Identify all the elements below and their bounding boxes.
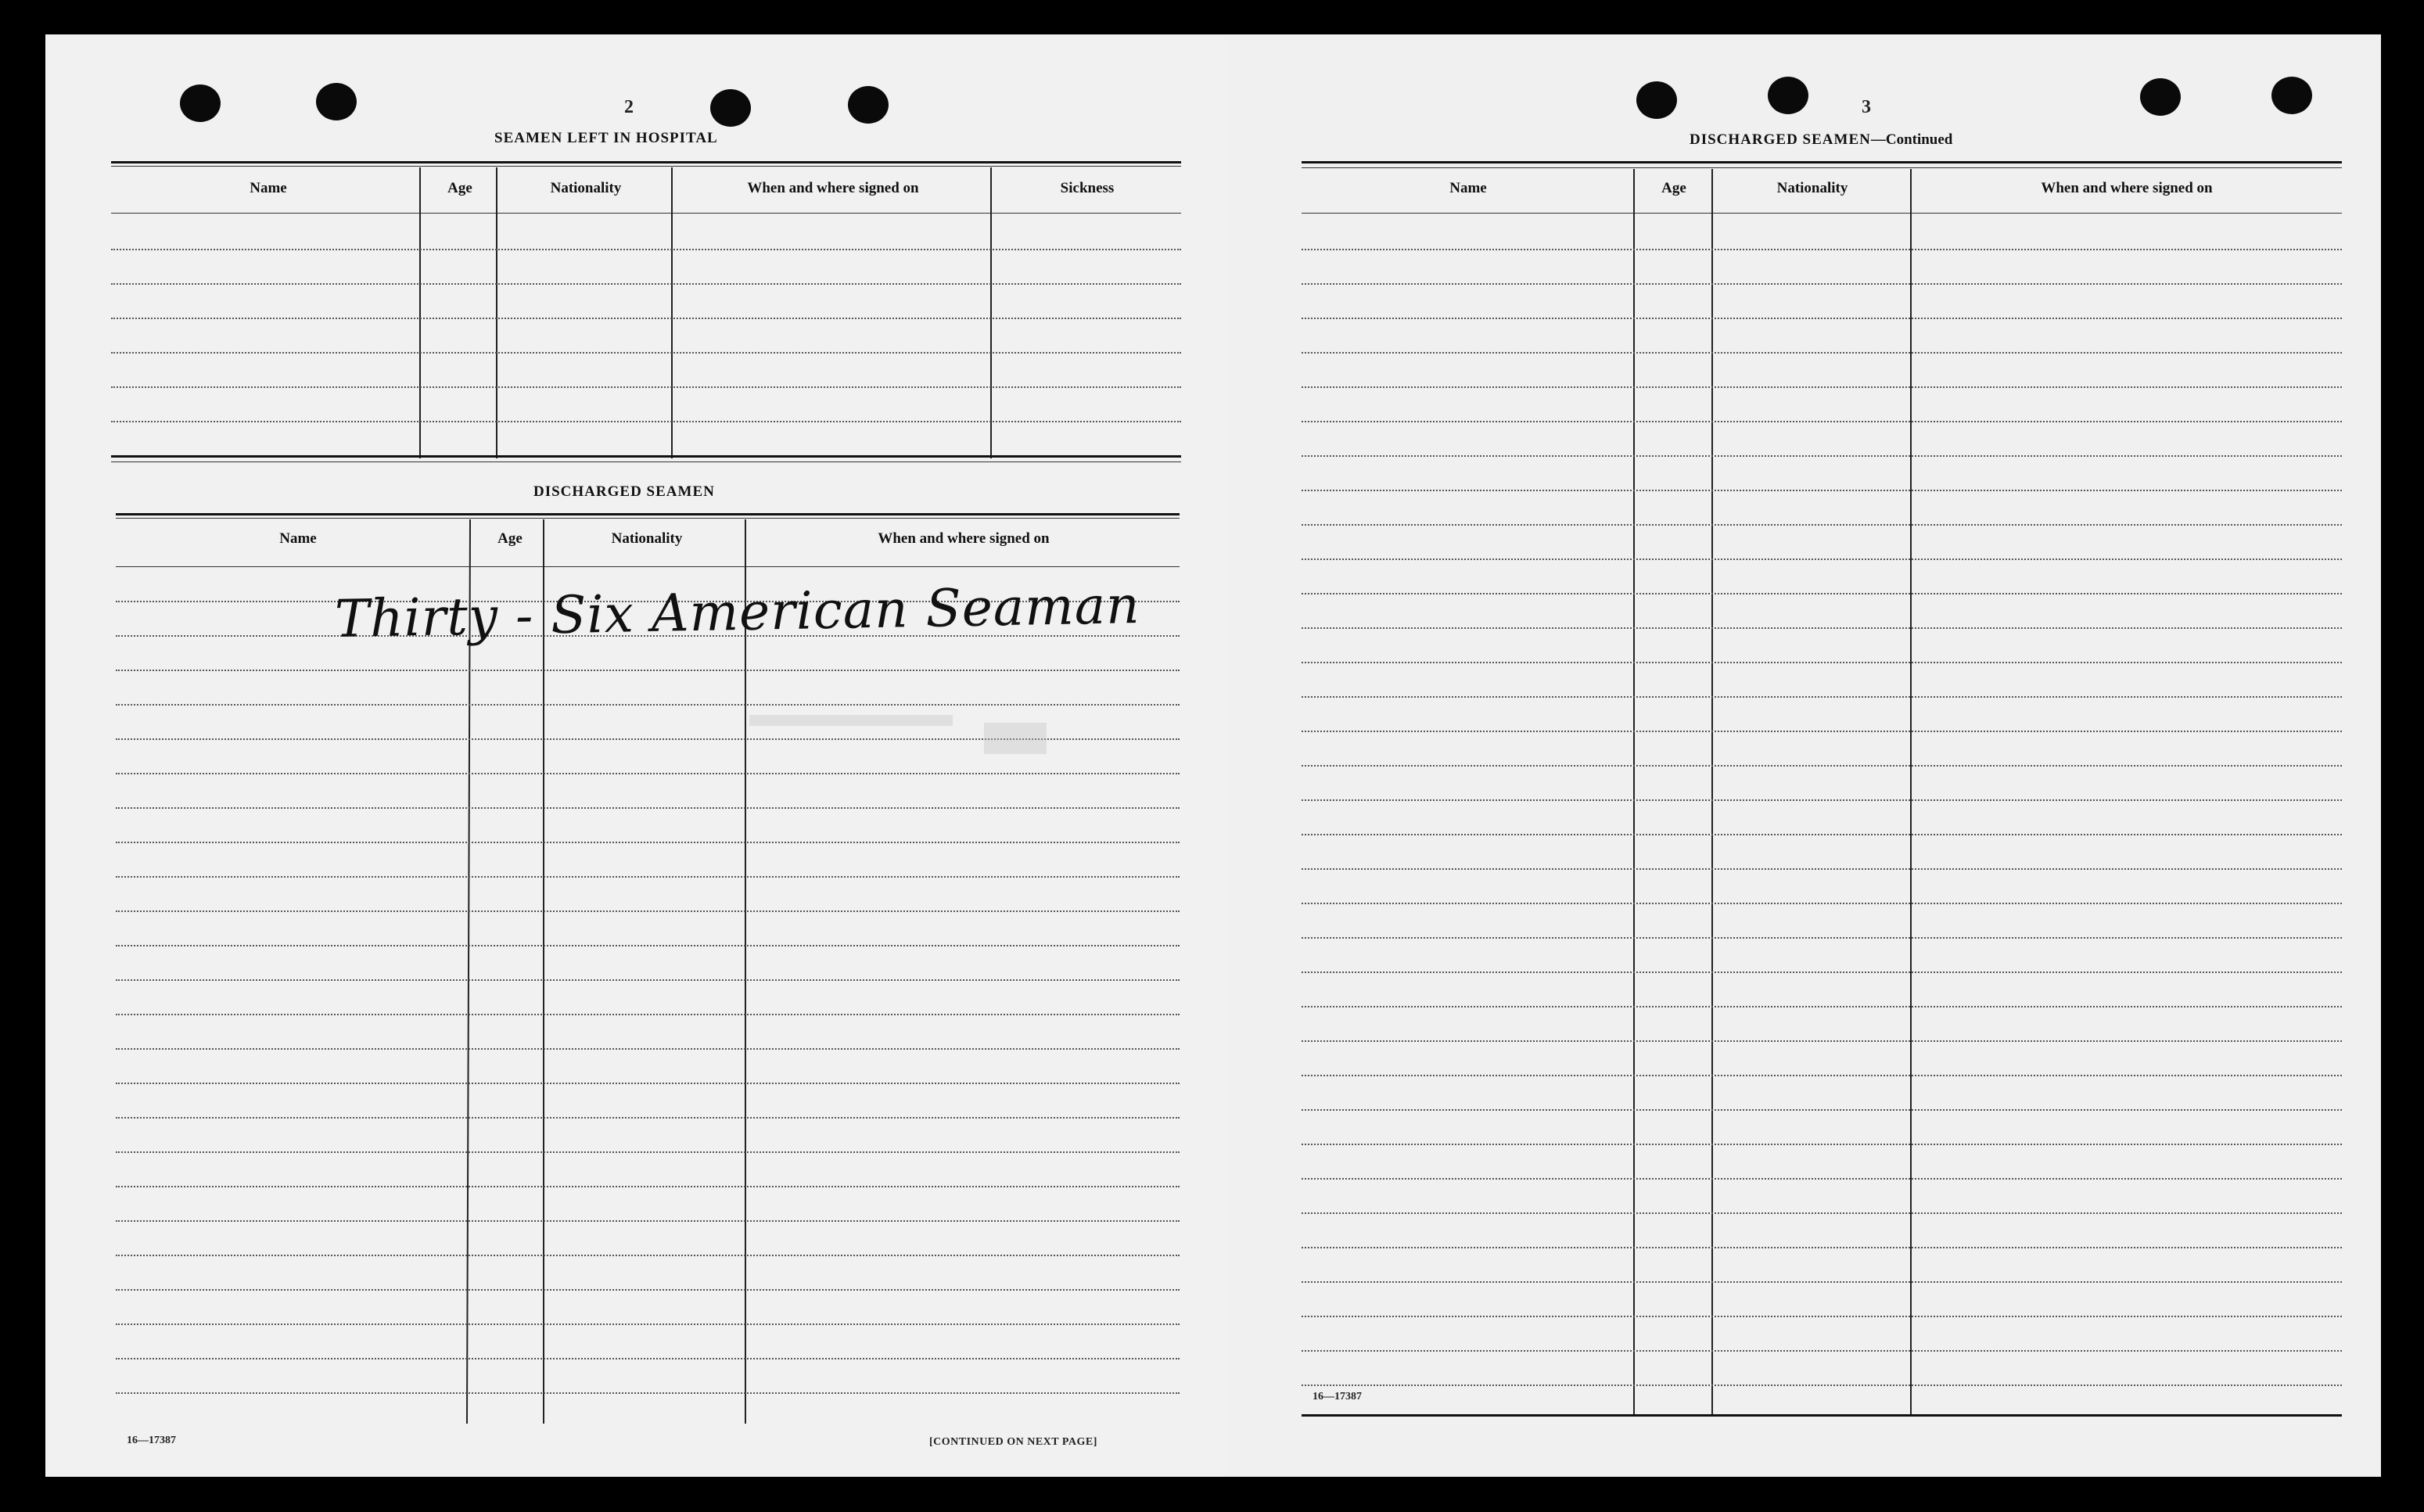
discharged-continued-title xyxy=(1690,131,1952,149)
punch-hole xyxy=(180,84,221,122)
row-line xyxy=(1302,1247,2342,1248)
row-line xyxy=(1302,868,2342,870)
row-line xyxy=(116,1392,1180,1394)
continued-top-rule-thin xyxy=(1302,167,2342,168)
row-line xyxy=(116,1289,1180,1291)
row-line xyxy=(116,1117,1180,1119)
punch-hole xyxy=(316,83,357,120)
row-line xyxy=(1302,834,2342,835)
left-page xyxy=(45,34,1226,1477)
hospital-col-sickness: Sickness xyxy=(1060,180,1115,196)
punch-hole xyxy=(2140,78,2181,116)
document-sheet xyxy=(45,34,2381,1477)
hospital-row-line xyxy=(111,283,1181,285)
discharged-col-age: Age xyxy=(497,530,523,547)
row-line xyxy=(1302,627,2342,629)
row-line xyxy=(116,1014,1180,1015)
hospital-section-title: SEAMEN LEFT IN HOSPITAL xyxy=(494,130,718,146)
continued-divider xyxy=(1711,169,1713,1414)
hospital-divider xyxy=(990,167,992,458)
row-line xyxy=(116,807,1180,809)
hospital-header-rule xyxy=(111,213,1181,214)
row-line xyxy=(116,945,1180,946)
row-line xyxy=(116,1255,1180,1256)
row-line xyxy=(1302,283,2342,285)
row-line xyxy=(116,1083,1180,1084)
row-line xyxy=(1302,765,2342,767)
row-line xyxy=(1302,490,2342,491)
row-line xyxy=(1302,903,2342,904)
continued-bottom-rule xyxy=(1302,1414,2342,1417)
row-line xyxy=(1302,318,2342,319)
hospital-row-line xyxy=(111,249,1181,250)
row-line xyxy=(116,979,1180,981)
row-line xyxy=(1302,1281,2342,1283)
punch-hole xyxy=(710,89,751,127)
row-line xyxy=(116,1151,1180,1153)
discharged-top-rule-thin xyxy=(116,518,1180,519)
row-line xyxy=(1302,421,2342,422)
row-line xyxy=(1302,662,2342,663)
discharged-divider xyxy=(543,519,544,1424)
bleed-through-mark xyxy=(984,723,1047,754)
hospital-row-line xyxy=(111,352,1181,354)
hospital-divider xyxy=(496,167,497,458)
row-line xyxy=(116,1358,1180,1359)
row-line xyxy=(116,1220,1180,1222)
discharged-divider xyxy=(745,519,746,1424)
row-line xyxy=(116,876,1180,878)
row-line xyxy=(1302,1109,2342,1111)
hospital-col-age: Age xyxy=(447,180,472,196)
row-line xyxy=(1302,1075,2342,1076)
handwritten-entry: Thirty - Six American Seaman xyxy=(334,575,1141,649)
continued-note: [CONTINUED ON NEXT PAGE] xyxy=(929,1436,1097,1448)
row-line xyxy=(116,1048,1180,1050)
discharged-top-rule xyxy=(116,513,1180,515)
row-line xyxy=(1302,937,2342,939)
right-page xyxy=(1226,34,2381,1477)
row-line xyxy=(116,773,1180,774)
hospital-row-line xyxy=(111,386,1181,388)
row-line xyxy=(1302,799,2342,801)
hospital-divider xyxy=(419,167,421,458)
punch-hole xyxy=(1636,81,1677,119)
hospital-col-signed-on: When and where signed on xyxy=(747,180,919,196)
hospital-divider xyxy=(671,167,673,458)
form-code: 16—17387 xyxy=(127,1435,176,1446)
punch-hole xyxy=(848,86,889,124)
hospital-col-name: Name xyxy=(250,180,287,196)
row-line xyxy=(116,1323,1180,1325)
row-line xyxy=(116,910,1180,912)
hospital-col-nationality: Nationality xyxy=(550,180,622,196)
row-line xyxy=(1302,386,2342,388)
row-line xyxy=(1302,249,2342,250)
hospital-top-rule-thin xyxy=(111,166,1181,167)
discharged-col-signed-on: When and where signed on xyxy=(878,530,1050,547)
row-line xyxy=(1302,1212,2342,1214)
punch-hole xyxy=(1768,77,1808,114)
row-line xyxy=(1302,1385,2342,1386)
hospital-bottom-rule xyxy=(111,455,1181,458)
title-suffix: —Continued xyxy=(1870,131,1953,148)
discharged-divider xyxy=(466,519,471,1424)
row-line xyxy=(1302,1316,2342,1317)
bleed-through-mark xyxy=(749,715,953,726)
row-line xyxy=(1302,971,2342,973)
hospital-row-line xyxy=(111,318,1181,319)
continued-top-rule xyxy=(1302,161,2342,163)
row-line xyxy=(116,670,1180,671)
form-code: 16—17387 xyxy=(1313,1391,1362,1402)
hospital-row-line xyxy=(111,421,1181,422)
discharged-header-rule xyxy=(116,566,1180,567)
hospital-top-rule xyxy=(111,161,1181,163)
discharged-section-title: DISCHARGED SEAMEN xyxy=(533,483,715,500)
continued-col-age: Age xyxy=(1661,180,1686,196)
continued-divider xyxy=(1633,169,1635,1414)
row-line xyxy=(1302,1006,2342,1007)
continued-col-nationality: Nationality xyxy=(1776,180,1848,196)
row-line xyxy=(116,1186,1180,1187)
title-main: DISCHARGED SEAMEN xyxy=(1690,131,1871,148)
row-line xyxy=(1302,1350,2342,1352)
page-number: 2 xyxy=(624,97,634,117)
row-line xyxy=(1302,1144,2342,1145)
continued-col-signed-on: When and where signed on xyxy=(2041,180,2213,196)
row-line xyxy=(1302,558,2342,560)
row-line xyxy=(116,704,1180,706)
row-line xyxy=(1302,696,2342,698)
continued-header-rule xyxy=(1302,213,2342,214)
row-line xyxy=(1302,455,2342,457)
row-line xyxy=(1302,593,2342,594)
page-number: 3 xyxy=(1862,97,1871,117)
row-line xyxy=(1302,1040,2342,1042)
punch-hole xyxy=(2271,77,2312,114)
row-line xyxy=(116,842,1180,843)
row-line xyxy=(1302,1178,2342,1180)
discharged-col-nationality: Nationality xyxy=(611,530,683,547)
row-line xyxy=(1302,524,2342,526)
row-line xyxy=(1302,731,2342,732)
continued-col-name: Name xyxy=(1449,180,1487,196)
continued-divider xyxy=(1910,169,1912,1414)
discharged-col-name: Name xyxy=(279,530,317,547)
row-line xyxy=(1302,352,2342,354)
